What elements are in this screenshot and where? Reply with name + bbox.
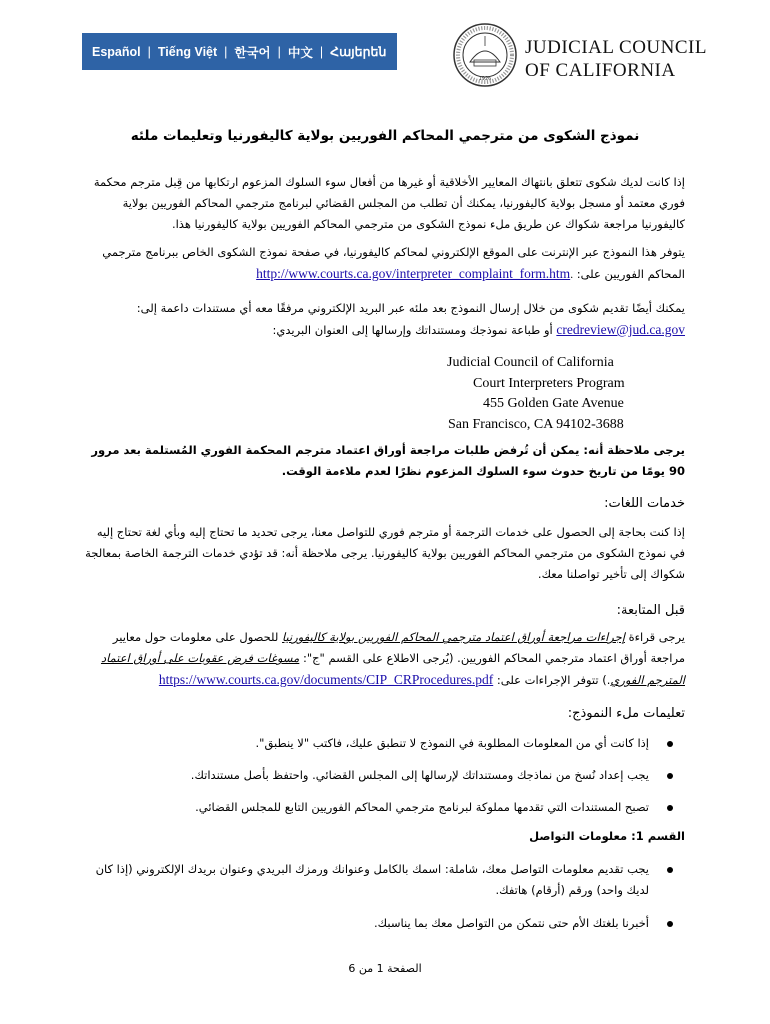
- availability-paragraph: [85, 242, 685, 286]
- list-item-text: إذا كانت أي من المعلومات المطلوبة في النموذج لا تنطبق عليك، فاكتب "لا ينطبق".: [255, 736, 649, 750]
- address-line: Judicial Council of California: [447, 355, 614, 370]
- council-name-line1: JUDICIAL COUNCIL: [525, 37, 707, 58]
- list-item: [85, 797, 685, 818]
- list-item-text: أخبرنا بلغتك الأم حتى نتمكن من التواصل معك بما يناسبك.: [374, 916, 649, 930]
- council-name: [525, 36, 707, 82]
- instructions-heading: تعليمات ملء النموذج:: [567, 706, 685, 721]
- lang-link-armenian[interactable]: Հայերեն: [330, 45, 387, 59]
- council-name-line2: OF CALIFORNIA: [525, 60, 676, 81]
- separator: |: [319, 44, 324, 59]
- submission-paragraph: [85, 298, 685, 341]
- bullet-icon: [667, 867, 673, 873]
- separator: |: [147, 44, 151, 59]
- address-line: Court Interpreters Program: [473, 375, 625, 391]
- mailing-address: [400, 353, 700, 435]
- list-item: [85, 859, 685, 901]
- lang-link-korean[interactable]: 한국어: [234, 45, 271, 60]
- seal-year: 1926: [478, 76, 492, 82]
- availability-link-wrap: http://www.courts.ca.gov/interpreter_complaint_form.htm.: [256, 266, 574, 281]
- list-item-text: تصبح المستندات التي تقدمها مملوكة لبرنامج مترجمي المحاكم الفوريين التابع للمجلس القضائي.: [195, 800, 649, 814]
- procedures-pdf-link[interactable]: https://www.courts.ca.gov/documents/CIP_CRProcedures.pdf: [158, 672, 494, 687]
- lang-link-chinese[interactable]: 中文: [287, 45, 313, 60]
- availability-text: يتوفر هذا النموذج عبر الإنترنت على الموقع الإلكتروني لمحاكم كاليفورنيا، في صفحة نموذج الشكوى الخاص ببرنامج مترجمي المحاكم الفوريين على:: [102, 245, 685, 281]
- bullet-icon: [667, 805, 673, 811]
- list-item: [85, 733, 685, 754]
- procedures-title: إجراءات مراجعة أوراق اعتماد مترجمي المحاكم الفوريين بولاية كاليفورنيا: [282, 630, 625, 644]
- before-text-1: يرجى قراءة: [628, 630, 685, 644]
- list-item-text: يجب تقديم معلومات التواصل معك، شاملة: اسمك بالكامل وعنوانك ورمزك البريدي وعنوان بريدك الإلكتروني (إذا كان لديك واحد) ورقم (أرقام) هاتفك.: [95, 862, 649, 897]
- separator: |: [277, 44, 281, 59]
- page-title: نموذج الشكوى من مترجمي المحاكم الفوريين بولاية كاليفورنيا وتعليمات ملئه: [130, 128, 640, 144]
- section1-heading: القسم 1: معلومات التواصل: [529, 829, 685, 843]
- address-line: 455 Golden Gate Avenue: [483, 396, 624, 411]
- section1-list: [85, 859, 685, 944]
- submission-text-1: يمكنك أيضًا تقديم شكوى من خلال إرسال النموذج بعد ملئه عبر البريد الإلكتروني مرفقًا معه أي مستندات داعمة إلى:: [136, 301, 685, 315]
- submission-text-2: أو طباعة نموذجك ومستنداتك وإرسالها إلى العنوان البريدي:: [272, 323, 553, 337]
- bullet-icon: [667, 773, 673, 779]
- timeliness-note: يرجى ملاحظة أنه: يمكن أن تُرفض طلبات مراجعة أوراق اعتماد مترجم المحكمة الفوري المُستلمة بعد مرور 90 يومًا من تاريخ حدوث سوء السلوك المزعوم نظرًا لعدم ملاءمة الوقت.: [91, 443, 685, 478]
- list-item: [85, 765, 685, 786]
- lang-link-vietnamese[interactable]: Tiếng Việt: [157, 44, 218, 59]
- language-services-heading: خدمات اللغات:: [604, 496, 685, 511]
- list-item: [85, 913, 685, 934]
- before-proceeding-heading: قبل المتابعة:: [616, 603, 685, 618]
- page-number: الصفحة 1 من 6: [348, 962, 422, 975]
- before-text-2: للحصول على معلومات حول معايير مراجعة أوراق اعتماد مترجمي المحاكم الفوريين. (يُرجى الاطلاع على القسم "ج":: [112, 630, 685, 665]
- judicial-council-seal-icon: [452, 22, 518, 88]
- language-bar: [82, 33, 397, 70]
- email-link[interactable]: credreview@jud.ca.gov: [556, 322, 685, 337]
- before-text-3: .) تتوفر الإجراءات على:: [496, 673, 611, 687]
- language-services-paragraph: إذا كنت بحاجة إلى الحصول على خدمات الترجمة أو مترجم فوري للتواصل معنا، يرجى تحديد ما تحتاج إليه وبأي لغة تحتاج إليه في نموذج الشكوى من مترجمي المحاكم الفوريين بولاية كاليفورنيا. يرجى ملاحظة أنه: قد تؤدي خدمات الترجمة الخاصة بمعالجة شكواك إلى تأخير تواصلنا معك.: [85, 525, 685, 581]
- before-proceeding-paragraph: [85, 627, 685, 691]
- separator: |: [224, 44, 228, 59]
- address-line: San Francisco, CA 94102-3688: [448, 416, 624, 432]
- lang-link-spanish[interactable]: Español: [92, 44, 141, 59]
- intro-paragraph: إذا كانت لديك شكوى تتعلق بانتهاك المعايير الأخلاقية أو غيرها من أفعال سوء السلوك المزعوم ارتكابها من قِبل مترجم محكمة فوري معتمد أو مسجل بولاية كاليفورنيا، يمكنك أن تطلب من المجلس القضائي لبرنامج مترجمي المحاكم الفوريين بولاية كاليفورنيا مراجعة شكواك عن طريق ملء نموذج الشكوى من مترجمي المحاكم الفوريين بولاية كاليفورنيا هذا.: [93, 175, 685, 231]
- bullet-icon: [667, 741, 673, 747]
- instructions-list: [85, 733, 685, 828]
- sanctions-section-title: مسوغات فرض عقوبات على أوراق اعتماد المترجم الفوري: [100, 651, 685, 687]
- bullet-icon: [667, 921, 673, 927]
- list-item-text: يجب إعداد نُسخ من نماذجك ومستنداتك لإرسالها إلى المجلس القضائي. واحتفظ بأصل مستنداتك.: [190, 768, 649, 782]
- complaint-form-link[interactable]: http://www.courts.ca.gov/interpreter_complaint_form.htm: [256, 266, 571, 281]
